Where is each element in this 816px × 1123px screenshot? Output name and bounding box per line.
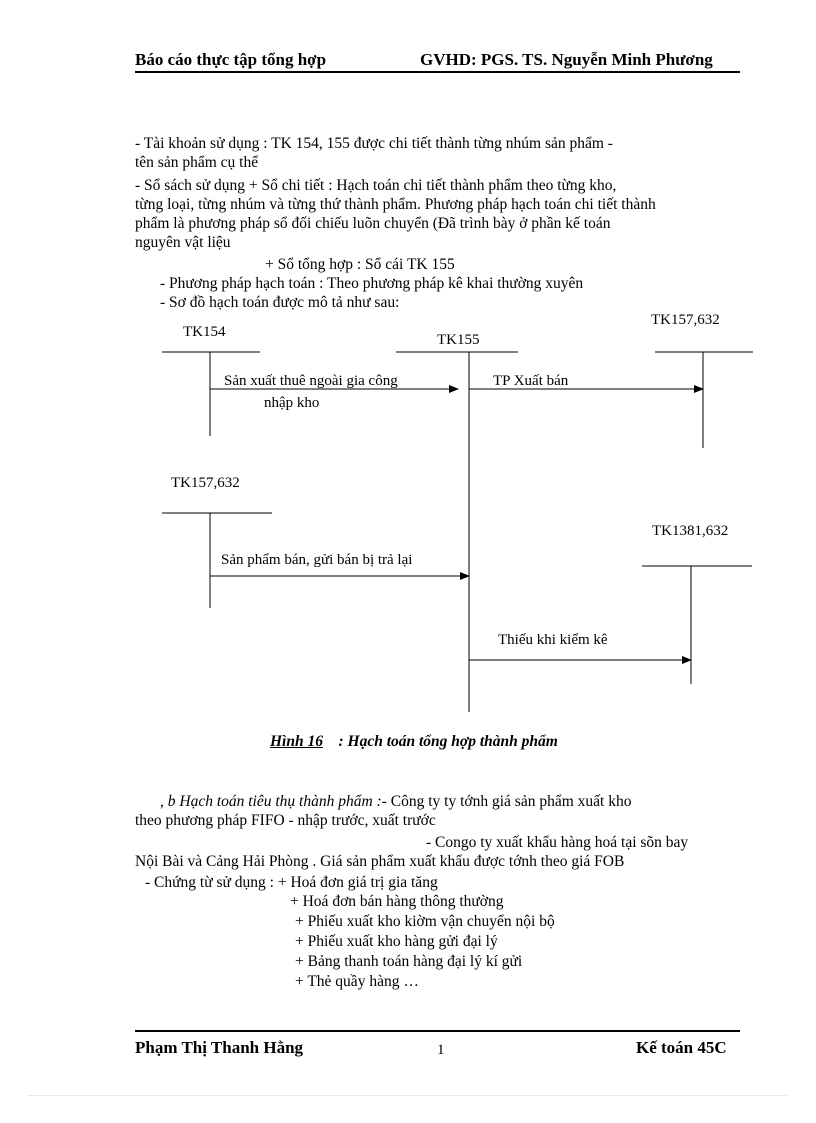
section-b-heading: b Hạch toán tiêu thụ thành phẩm :- [167, 793, 391, 810]
body-line: phẩm là phương pháp sổ đối chiếu luõn chuyển (Đã trình bày ở phần kế toán [135, 215, 611, 232]
document-item: + Thẻ quầy hàng … [295, 973, 419, 990]
flow-label-1: Sản xuất thuê ngoài gia công [224, 373, 398, 389]
section-b-prefix: , [160, 793, 168, 810]
t-account-tk1381-632 [642, 566, 752, 684]
body-line: từng loại, từng nhúm và từng thứ thành phẩm. Phương pháp hạch toán chi tiết thành [135, 196, 656, 213]
body-line: - Sơ đồ hạch toán được mô tả như sau: [160, 294, 400, 311]
flow-label-4: Thiếu khi kiểm kê [498, 632, 608, 648]
body-line: - Tài khoản sử dụng : TK 154, 155 được chi tiết thành từng nhúm sản phẩm - [135, 135, 613, 152]
section-b-rest: Công ty ty tớnh giá sản phẩm xuất kho [390, 793, 632, 810]
footer-class: Kế toán 45C [636, 1038, 727, 1057]
header-left: Báo cáo thực tập tổng hợp [135, 50, 327, 69]
document-item: + Bảng thanh toán hàng đại lý kí gửi [295, 953, 523, 970]
documents-intro: - Chứng từ sử dụng : + Hoá đơn giá trị gia tăng [145, 874, 438, 891]
section-b-line3: - Congo ty xuất khẩu hàng hoá tại sõn bay [426, 834, 689, 851]
t-account-tk155 [396, 352, 518, 712]
flow-label-1b: nhập kho [264, 395, 320, 411]
section-b-line4: Nội Bài và Cảng Hải Phòng . Giá sản phẩm xuất khẩu được tớnh theo giá FOB [135, 853, 625, 870]
t-account-tk157-632-top [655, 352, 753, 448]
figure-caption [270, 733, 558, 751]
caption-label: Hình 16 [270, 733, 323, 750]
label-tk157-632-left: TK157,632 [171, 475, 240, 491]
document-item: + Hoá đơn bán hàng thông thường [290, 893, 504, 910]
flow-label-2: TP Xuất bán [493, 373, 569, 389]
section-b-line1 [160, 792, 631, 811]
footer-author: Phạm Thị Thanh Hằng [135, 1038, 304, 1057]
label-tk154: TK154 [183, 324, 226, 340]
body-line: - Sổ sách sử dụng + Sổ chi tiết : Hạch toán chi tiết thành phẩm theo từng kho, [135, 177, 617, 194]
page-number: 1 [437, 1042, 445, 1058]
header-right: GVHD: PGS. TS. Nguyễn Minh Phương [420, 50, 713, 69]
footer-rule [135, 1030, 740, 1032]
section-b-line2: theo phương pháp FIFO - nhập trước, xuất trước [135, 812, 436, 829]
document-item: + Phiếu xuất kho kiờm vận chuyển nội bộ [295, 913, 555, 930]
label-tk1381-632: TK1381,632 [652, 523, 729, 539]
flow-label-3: Sản phẩm bán, gửi bán bị trả lại [221, 552, 413, 568]
body-line: - Phương pháp hạch toán : Theo phương pháp kê khai thường xuyên [160, 275, 584, 292]
document-item: + Phiếu xuất kho hàng gửi đại lý [295, 933, 498, 950]
label-tk155: TK155 [437, 332, 480, 348]
body-line: tên sản phẩm cụ thể [135, 154, 259, 171]
body-line: nguyên vật liệu [135, 234, 231, 251]
body-line: + Sổ tổng hợp : Sổ cái TK 155 [265, 256, 455, 273]
caption-text: : Hạch toán tổng hợp thành phẩm [338, 733, 558, 750]
t-account-tk154 [162, 352, 260, 436]
page-bottom-border [28, 1095, 788, 1096]
label-tk157-632-top: TK157,632 [651, 312, 720, 328]
